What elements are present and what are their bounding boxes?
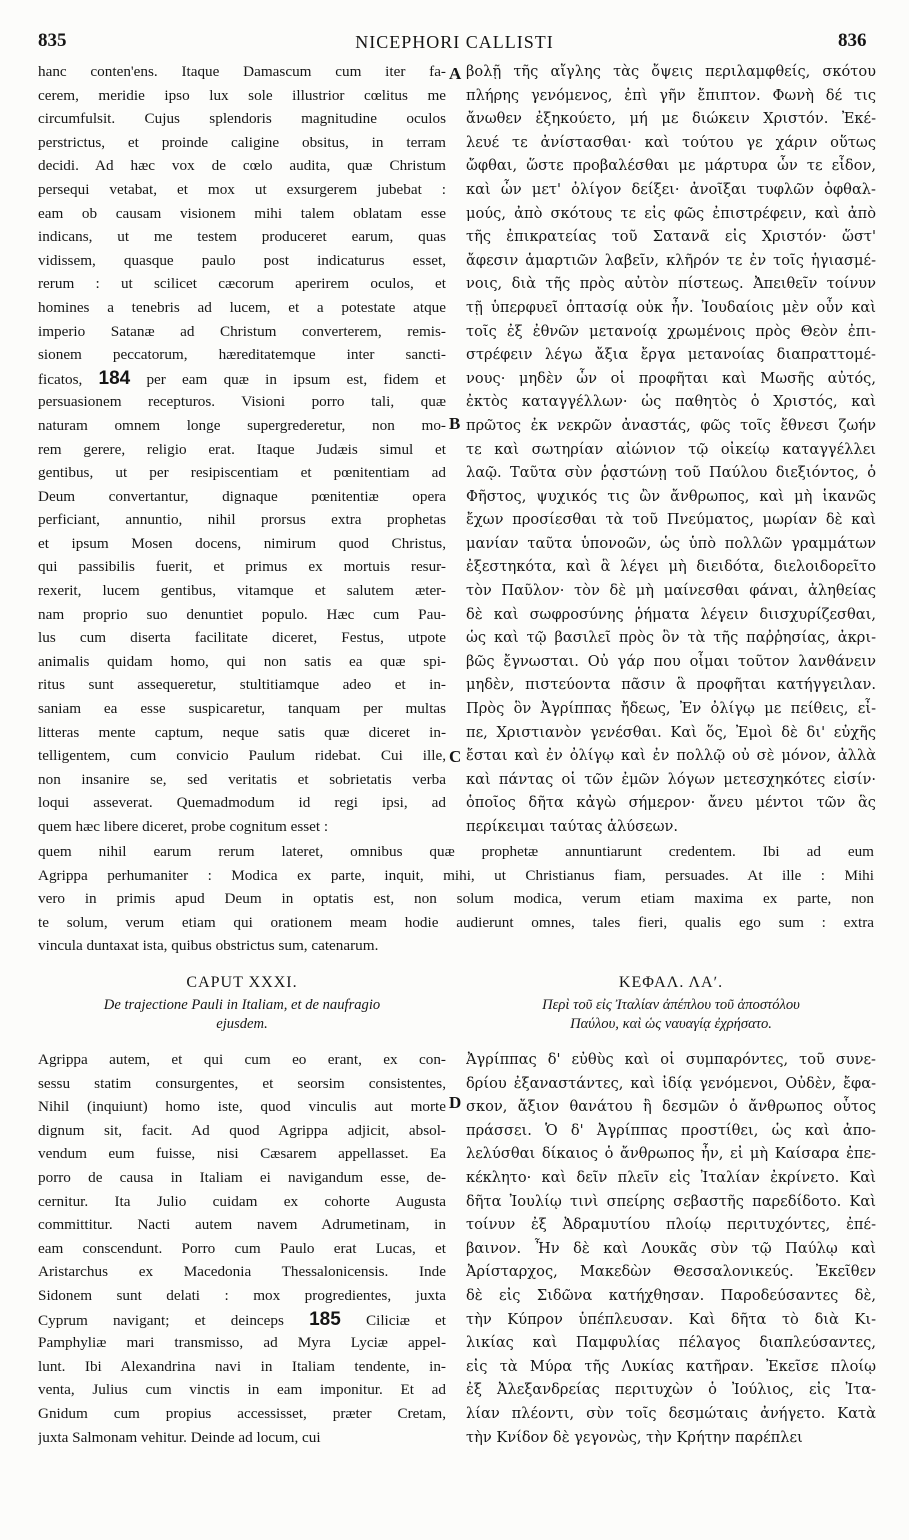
text-line bbox=[466, 1095, 876, 1119]
line-text: λελύσθαι δίκαιος ὁ ἄνθρωπος ἦν, εἰ μὴ Καίσαρα ἐπε- bbox=[466, 1145, 876, 1163]
line-text: gentibus, ut per resipiscentiam et pœnitentiam ad bbox=[38, 464, 446, 482]
text-line bbox=[38, 603, 446, 627]
text-line bbox=[38, 934, 874, 958]
line-text: πράσσει. Ὁ δ' Ἀγρίππας προστίθει, ὡς καὶ ἀπο- bbox=[466, 1121, 876, 1139]
line-text: nam proprio suo denuntiet populo. Hæc cum Pau- bbox=[38, 605, 446, 623]
line-text: persuasionem recepturos. Visioni porro tali, quæ bbox=[38, 393, 446, 411]
line-text: τὴν Κνίδον δὲ γεγονὼς, τὴν Κρήτην παρέπλει bbox=[466, 1428, 803, 1446]
line-text: perficiant, annuntio, nihil prorsus extra prophetas bbox=[38, 511, 446, 529]
text-line bbox=[38, 815, 446, 839]
line-text: circumfulsit. Cujus splendoris magnitudine oculos bbox=[38, 110, 446, 128]
line-text: Cyprum navigant; et deinceps bbox=[38, 1311, 310, 1329]
text-line bbox=[38, 1048, 446, 1072]
text-line bbox=[466, 367, 876, 391]
text-line bbox=[38, 508, 446, 532]
text-line bbox=[38, 911, 874, 935]
line-text: μανίαν ταῦτα ὑπονοῶν, ὡς ὑπὸ πολλῶν γραμμάτων bbox=[466, 534, 876, 552]
text-line bbox=[38, 864, 874, 888]
text-line bbox=[38, 1119, 446, 1143]
line-text: ἐξεστηκότα, καὶ ἃ λέγει μὴ διειδότα, διελοιδορεῖτο bbox=[466, 558, 876, 576]
line-text: δρίου ἐξαναστάντες, καὶ ἰδίᾳ γενόμενοι, Οὐδὲν, ἔφα- bbox=[466, 1074, 876, 1092]
text-line bbox=[466, 1260, 876, 1284]
line-text: Sidonem sunt delati : mox progredientes, juxta bbox=[38, 1286, 446, 1304]
line-text: vincula duntaxat ista, quibus obstrictus sum, catenarum. bbox=[38, 937, 379, 955]
line-text: telligentem, cum convicio Paulum ridebat. Cui ille, bbox=[38, 747, 446, 765]
text-line bbox=[38, 131, 446, 155]
line-text: cerem, meridie ipso lux sole illustrior cœlitus me bbox=[38, 86, 446, 104]
line-text: dignum sit, facit. Ad quod Agrippa adjicit, absol- bbox=[38, 1121, 446, 1139]
line-text: νοις, διὰ τῆς πρὸς αὐτὸν πίστεως. Ἀπειθεῖν τοίνυν bbox=[466, 275, 876, 293]
text-line bbox=[466, 532, 876, 556]
text-line bbox=[38, 343, 446, 367]
text-line bbox=[38, 60, 446, 84]
text-line bbox=[38, 697, 446, 721]
chapter-subtitle-greek-line-2: Παύλου, καὶ ὡς ναυαγίᾳ ἐχρήσατο. bbox=[570, 1016, 772, 1032]
line-text: πλήρης γενόμενος, ἐπὶ γῆν ἔπιπτον. Φωνὴ δέ τις bbox=[466, 86, 876, 104]
line-text: σκον, ἄξιον θανάτου ἢ δεσμῶν ὁ ἄνθρωπος οὗτος bbox=[466, 1098, 876, 1116]
text-line bbox=[466, 1355, 876, 1379]
line-text: venta, Julius cum vinctis in eam imponitur. Et ad bbox=[38, 1381, 446, 1399]
text-line bbox=[38, 1260, 446, 1284]
line-text: βῶς ἔγνωσται. Οὐ γάρ που οἶμαι τοῦτον λανθάνειν bbox=[466, 652, 876, 670]
line-text: λευέ τε ἀνίστασθαι· καὶ τούτου γε χάριν οὕτως bbox=[466, 133, 876, 151]
line-text: vero in primis apud Deum in optatis est, non solum modica, verum etiam maxima ex parte, non bbox=[38, 890, 874, 908]
text-line bbox=[466, 202, 876, 226]
text-line bbox=[38, 791, 446, 815]
line-text: Deum convertantur, dignaque pœnitentiæ opera bbox=[38, 487, 446, 505]
text-line bbox=[466, 1284, 876, 1308]
text-line bbox=[38, 272, 446, 296]
chapter-subtitle-latin-line-1: De trajectione Pauli in Italiam, et de naufragio bbox=[103, 997, 381, 1013]
text-line bbox=[38, 768, 446, 792]
line-text-continued: Ciliciæ et bbox=[340, 1311, 446, 1329]
line-text: saniam ea esse suspicaretur, tanquam per multas bbox=[38, 700, 446, 718]
line-text: ἔχων προσίεσθαι τὰ τοῦ Πνεύματος, μωρίαν δὲ καὶ bbox=[466, 511, 876, 529]
text-line bbox=[466, 225, 876, 249]
line-text: μούς, ἀπὸ σκότους τε εἰς φῶς ἐπιστρέφειν, καὶ ἀπὸ bbox=[466, 204, 876, 222]
line-text: τὴν Κύπρον ὑπέπλευσαν. Καὶ δῆτα τὸ διὰ Κι- bbox=[466, 1310, 876, 1328]
text-line bbox=[466, 107, 876, 131]
line-text: Φῆστος, ψυχικός τις ὢν ἄνθρωπος, καὶ μὴ ἱκανῶς bbox=[466, 487, 876, 505]
line-text: δὲ καὶ σωφροσύνης ῥήματα λέγειν διισχυρίζεσθαι, bbox=[466, 605, 876, 623]
line-text: δῆτα Ἰουλίῳ τινὶ σπείρης σεβαστῆς παρεδίδοτο. Καὶ bbox=[466, 1192, 876, 1210]
text-line bbox=[38, 1095, 446, 1119]
line-text: porro de causa in Italiam ei navigandum esse, de- bbox=[38, 1168, 446, 1186]
text-line bbox=[466, 1237, 876, 1261]
line-text: πρῶτος ἐκ νεκρῶν ἀναστάς, φῶς τοῖς ἔθνεσι ζωήν bbox=[466, 416, 876, 434]
line-number-marker: 184 bbox=[98, 367, 131, 389]
text-line bbox=[466, 461, 876, 485]
line-text: perstrictus, et proinde caligine obsitus, in terram bbox=[38, 133, 446, 151]
line-text: τῇ ὑπερφυεῖ ὀπτασίᾳ οὐκ ἦν. Ἰουδαίοις μὲν οὖν καὶ bbox=[466, 298, 876, 316]
line-text: καὶ πάντας οἱ τῶν ἐμῶν λόγων μετεσχηκότες εἰσίν· bbox=[466, 770, 876, 788]
text-line bbox=[38, 1190, 446, 1214]
line-text: litteras mente captum, neque satis quæ diceret in- bbox=[38, 723, 446, 741]
line-text: ἔσται καὶ ἐν ὀλίγῳ καὶ ἐν πολλῷ οὐ σὲ μόνον, ἀλλὰ bbox=[466, 747, 876, 765]
text-line bbox=[38, 1426, 446, 1450]
text-line bbox=[38, 296, 446, 320]
line-text: ἄνωθεν ἐξηκούετο, μή με διώκειν Χριστόν. Ἐκέ- bbox=[466, 110, 876, 128]
line-text: στρέφειν λέγω ἄξια ἔργα μετανοίας διαπραττομέ- bbox=[466, 346, 876, 364]
line-text: et ipsum Mosen docens, nimirum quod Christus, bbox=[38, 534, 446, 552]
text-line bbox=[38, 626, 446, 650]
text-line bbox=[466, 154, 876, 178]
margin-marker-c: C bbox=[449, 747, 462, 766]
text-line bbox=[38, 202, 446, 226]
line-text: βολῇ τῆς αἴγλης τὰς ὄψεις περιλαμφθείς, σκότου bbox=[466, 63, 876, 80]
text-line bbox=[466, 768, 876, 792]
text-line bbox=[38, 390, 446, 414]
text-line bbox=[38, 107, 446, 131]
line-text: eam conscendunt. Porro cum Paulo erat Lucas, et bbox=[38, 1239, 446, 1257]
latin-column-bottom bbox=[38, 1048, 446, 1503]
line-text-continued: per eam quæ in ipsum est, fidem et bbox=[130, 370, 446, 388]
right-page-number: 836 bbox=[838, 30, 867, 51]
text-line bbox=[38, 84, 446, 108]
line-text: animalis quidam homo, qui non satis ea quæ spi- bbox=[38, 652, 446, 670]
line-text: ἐκτὸς καταγγέλλων· ὡς παθητὸς ὁ Χριστός, καὶ bbox=[466, 393, 876, 411]
line-text: quem hæc libere diceret, probe cognitum esset : bbox=[38, 818, 329, 835]
line-text: βαινον. Ἦν δὲ καὶ Λουκᾶς σὺν τῷ Παύλῳ καὶ bbox=[466, 1239, 876, 1257]
line-text: rerum : ut scilicet cæcorum aperirem oculos, et bbox=[38, 275, 446, 293]
text-line bbox=[466, 485, 876, 509]
line-text: hanc conten'ens. Itaque Damascum cum iter fa- bbox=[38, 63, 446, 80]
line-text: ἄφεσιν ἁμαρτιῶν λαβεῖν, κλῆρόν τε ἐν τοῖς ἡγιασμέ- bbox=[466, 251, 876, 269]
line-text: κέκλητο· καὶ δεῖν πλεῖν εἰς Ἰταλίαν ἐκρίνετο. Καὶ bbox=[466, 1168, 876, 1186]
line-text: Agrippa autem, et qui cum eo erant, ex con- bbox=[38, 1051, 446, 1068]
text-line bbox=[38, 721, 446, 745]
line-text: qui passibilis fuerit, et primus ex mortuis resur- bbox=[38, 558, 446, 576]
text-line bbox=[38, 650, 446, 674]
line-text: te solum, verum etiam qui orationem meam hodie audierunt omnes, tales fieri, qualis ego sum : extra bbox=[38, 913, 874, 931]
text-line bbox=[466, 296, 876, 320]
line-text: vendum eum fuisse, nisi Cæsarem appellasset. Ea bbox=[38, 1145, 446, 1163]
line-number-marker: 185 bbox=[309, 1308, 341, 1330]
text-line bbox=[38, 1213, 446, 1237]
line-text: Ἀρίσταρχος, Μακεδὼν Θεσσαλονικεύς. Ἐκεῖθεν bbox=[466, 1263, 876, 1281]
line-text: sessu statim consurgentes, et seorsim consistentes, bbox=[38, 1074, 446, 1092]
text-line bbox=[38, 367, 446, 391]
text-line bbox=[466, 249, 876, 273]
margin-marker-d: D bbox=[449, 1093, 462, 1112]
line-text: Aristarchus ex Macedonia Thessalonicensis. Inde bbox=[38, 1263, 446, 1281]
line-text: ficatos, bbox=[38, 370, 99, 388]
margin-marker-b: B bbox=[449, 414, 461, 433]
text-line bbox=[466, 1166, 876, 1190]
line-text: τὸν Παῦλον· τὸν δὲ μὴ μαίνεσθαι φάναι, ἀληθείας bbox=[466, 582, 876, 600]
text-line bbox=[466, 721, 876, 745]
text-line bbox=[38, 887, 874, 911]
line-text: δὲ εἰς Σιδῶνα κατήχθησαν. Παροδεύσαντες δὲ, bbox=[466, 1286, 876, 1304]
line-text: ἐξ Ἀλεξανδρείας περιτυχὼν ὁ Ἰούλιος, εἰς Ἰτα- bbox=[466, 1381, 876, 1399]
line-text: lus cum diserta facilitate diceret, Festus, utpote bbox=[38, 629, 446, 647]
line-text: lunt. Ibi Alexandrina navi in Italiam tendente, in- bbox=[38, 1357, 446, 1375]
line-text: Gnidum cum propius accessisset, præter Cretam, bbox=[38, 1404, 446, 1422]
left-page-number: 835 bbox=[38, 30, 67, 51]
line-text: ritus sunt assequeretur, stultitiamque adeo et in- bbox=[38, 676, 446, 694]
text-line bbox=[38, 1072, 446, 1096]
text-line bbox=[466, 1190, 876, 1214]
line-text: Pamphyliæ mari transmisso, ad Myra Lyciæ appel- bbox=[38, 1334, 446, 1352]
text-line bbox=[38, 320, 446, 344]
greek-column-bottom bbox=[466, 1048, 876, 1503]
line-text: λαῷ. Ταῦτα σὺν ῥᾳστώνῃ τοῦ Παύλου διεξιόντος, ὁ bbox=[466, 464, 876, 482]
line-text: Ἀγρίππας δ' εὐθὺς καὶ οἱ συμπαρόντες, τοῦ συνε- bbox=[466, 1051, 876, 1068]
chapter-title-latin: CAPUT XXXI. bbox=[186, 974, 298, 991]
text-line bbox=[466, 320, 876, 344]
line-text: Agrippa perhumaniter : Modica ex parte, inquit, mihi, ut Christianus fiam, persuades. At ille : Mihi bbox=[38, 866, 874, 884]
line-text: τῆς ἐπικρατείας τοῦ Σατανᾶ εἰς Χριστόν· ὥστ' bbox=[466, 228, 876, 246]
text-line bbox=[38, 1355, 446, 1379]
text-line bbox=[466, 1213, 876, 1237]
text-line bbox=[38, 1237, 446, 1261]
text-line bbox=[38, 225, 446, 249]
text-line bbox=[466, 343, 876, 367]
text-line bbox=[466, 1331, 876, 1355]
line-text: vidissem, quasque paulo post indicaturus esset, bbox=[38, 251, 446, 269]
text-line bbox=[38, 461, 446, 485]
text-line bbox=[466, 60, 876, 84]
line-text: sionem peccatorum, hæreditatemque inter sancti- bbox=[38, 346, 446, 364]
text-line bbox=[466, 131, 876, 155]
text-line bbox=[466, 626, 876, 650]
text-line bbox=[38, 1166, 446, 1190]
text-line bbox=[38, 744, 446, 768]
text-line bbox=[466, 673, 876, 697]
latin-column-top bbox=[38, 60, 446, 850]
line-text: νους· μηδὲν ὧν οἱ προφῆται καὶ Μωσῆς αὐτός, bbox=[466, 369, 876, 387]
line-text: quem nihil earum rerum lateret, omnibus quæ prophetæ annuntiarunt credentem. Ibi ad eum bbox=[38, 843, 874, 860]
text-line bbox=[38, 1378, 446, 1402]
text-line bbox=[466, 438, 876, 462]
text-line bbox=[38, 1402, 446, 1426]
line-text: ὤφθαι, ὥστε προβαλέσθαι με μάρτυρα ὧν τε εἶδον, bbox=[466, 157, 876, 175]
text-line bbox=[466, 579, 876, 603]
greek-column-top bbox=[466, 60, 876, 850]
text-line bbox=[466, 697, 876, 721]
line-text: τοῖς ἐξ ἐθνῶν μετανοίᾳ χρωμένοις πρὸς Θεὸν ἐπι- bbox=[466, 322, 876, 340]
line-text: indicans, ut me testem produceret earum, quas bbox=[38, 228, 446, 246]
text-line bbox=[38, 485, 446, 509]
text-line bbox=[38, 1284, 446, 1308]
line-text: τοίνυν ἐξ Ἀδραμυτίου πλοίῳ περιτυχόντες, ἐπέ- bbox=[466, 1216, 876, 1234]
text-line bbox=[466, 1119, 876, 1143]
line-text: μηδὲν, πιστεύοντα πᾶσιν ἃ προφῆται κατήγγειλαν. bbox=[466, 676, 876, 694]
text-line bbox=[466, 414, 876, 438]
line-text: decidi. Ad hæc vox de cœlo audita, quæ Christum bbox=[38, 157, 446, 175]
full-width-paragraph bbox=[38, 840, 874, 964]
chapter-subtitle-greek-line-1: Περὶ τοῦ εἰς Ἰταλίαν ἀπέπλου τοῦ ἀποστόλου bbox=[542, 997, 800, 1013]
text-line bbox=[466, 178, 876, 202]
text-line bbox=[466, 815, 876, 839]
text-line bbox=[466, 1048, 876, 1072]
text-line bbox=[38, 438, 446, 462]
text-line bbox=[38, 249, 446, 273]
line-text: Πρὸς ὃν Ἀγρίππας ἤδεως, Ἐν ὀλίγῳ με πείθεις, εἶ- bbox=[466, 700, 876, 718]
text-line bbox=[38, 1142, 446, 1166]
line-text: eam ob causam visionem mihi talem oblatam esse bbox=[38, 204, 446, 222]
text-line bbox=[466, 272, 876, 296]
text-line bbox=[466, 1378, 876, 1402]
text-line bbox=[38, 178, 446, 202]
text-line bbox=[466, 1308, 876, 1332]
line-text: περίκειμαι ταύτας ἁλύσεων. bbox=[466, 818, 679, 835]
text-line bbox=[38, 840, 874, 864]
text-line bbox=[466, 1402, 876, 1426]
text-line bbox=[38, 673, 446, 697]
chapter-title-greek: ΚΕΦΑΛ. ΛΑʹ. bbox=[618, 974, 724, 991]
line-text: persequi vetabat, et mox ut exsurgerem jubebat : bbox=[38, 180, 446, 198]
text-line bbox=[466, 1426, 876, 1450]
line-text: juxta Salmonam vehitur. Deinde ad locum, cui bbox=[38, 1428, 321, 1446]
text-line bbox=[466, 791, 876, 815]
line-text: cernitur. Ita Julio cuidam ex cohorte Augusta bbox=[38, 1192, 446, 1210]
line-text: naturam omnem longe supergrederetur, non mo- bbox=[38, 416, 446, 434]
line-text: λικίας καὶ Παμφυλίας πέλαγος διαπλεύσαντες, bbox=[466, 1334, 876, 1352]
line-text: λίαν πλέοντι, σὺν τοῖς δεσμώταις ἀνήγετο. Κατὰ bbox=[466, 1404, 876, 1422]
line-text: τε καὶ σωτηρίαν αἰώνιον τῷ οἰκείῳ καταγγέλλει bbox=[466, 440, 876, 458]
text-line bbox=[466, 603, 876, 627]
line-text: loqui asseverat. Quemadmodum id regi ipsi, ad bbox=[38, 794, 446, 812]
running-title: NICEPHORI CALLISTI bbox=[355, 32, 554, 52]
line-text: rexerit, lucem gentibus, vitamque et salutem æter- bbox=[38, 582, 446, 600]
text-line bbox=[466, 650, 876, 674]
line-text: imperio Satanæ ad Christum converterem, remis- bbox=[38, 322, 446, 340]
text-line bbox=[38, 154, 446, 178]
text-line bbox=[466, 84, 876, 108]
line-text: homines a tenebris ad lucem, et a potestate atque bbox=[38, 298, 446, 316]
line-text: ὡς καὶ τῷ βασιλεῖ πρὸς ὃν τὰ τῆς παῤῥησίας, ἀκρι- bbox=[466, 629, 876, 647]
text-line bbox=[466, 1072, 876, 1096]
text-line bbox=[38, 1331, 446, 1355]
text-line bbox=[466, 744, 876, 768]
line-text: rem gerere, religio erat. Itaque Judæis simul et bbox=[38, 440, 446, 458]
chapter-subtitle-greek bbox=[466, 996, 876, 1034]
line-text: Nihil (inquiunt) homo iste, quod vinculis aut morte bbox=[38, 1098, 446, 1116]
text-line bbox=[466, 1142, 876, 1166]
line-text: εἰς τὰ Μύρα τῆς Λυκίας κατῆραν. Ἐκεῖσε πλοίῳ bbox=[466, 1357, 876, 1375]
text-line bbox=[38, 1308, 446, 1332]
text-line bbox=[466, 508, 876, 532]
chapter-subtitle-latin bbox=[38, 996, 446, 1034]
text-line bbox=[466, 390, 876, 414]
chapter-subtitle-latin-line-2: ejusdem. bbox=[216, 1016, 268, 1032]
text-line bbox=[466, 555, 876, 579]
text-line bbox=[38, 532, 446, 556]
line-text: non insanire se, sed veritatis et sobrietatis verba bbox=[38, 770, 446, 788]
text-line bbox=[38, 579, 446, 603]
line-text: committitur. Nacti autem navem Adrumetinam, in bbox=[38, 1216, 446, 1234]
text-line bbox=[38, 414, 446, 438]
line-text: πε, Χριστιανὸν γενέσθαι. Καὶ ὅς, Ἐμοὶ δὲ δι' εὐχῆς bbox=[466, 723, 876, 741]
line-text: καὶ ὧν μετ' ὀλίγον δείξει· ἀνοῖξαι τυφλῶν ὀφθαλ- bbox=[466, 180, 876, 198]
margin-marker-a: A bbox=[449, 64, 462, 83]
text-line bbox=[38, 555, 446, 579]
line-text: ὁποῖος δῆτα κἀγὼ σήμερον· ἄνευ μέντοι τῶν ἃς bbox=[466, 794, 876, 812]
